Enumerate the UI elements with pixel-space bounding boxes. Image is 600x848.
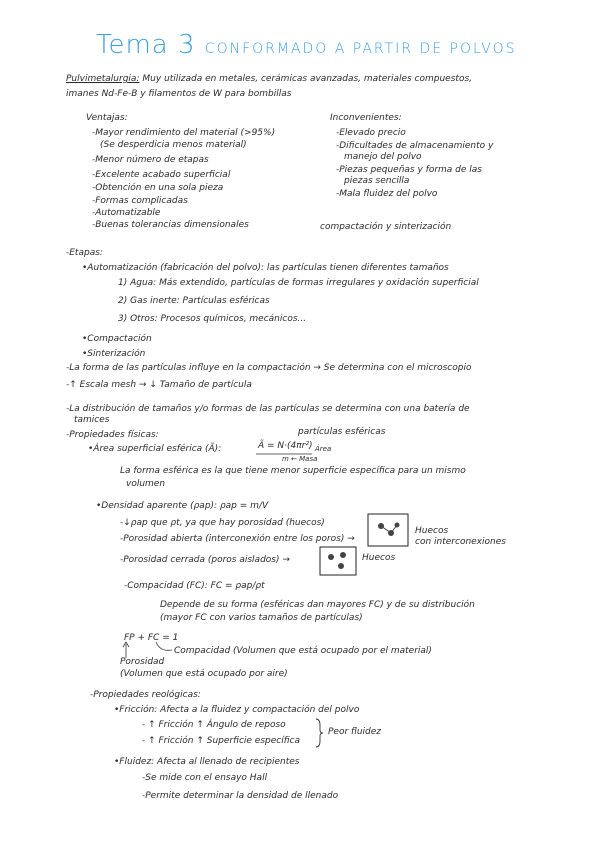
porosidad-note: (Volumen que está ocupado por aire) — [120, 669, 288, 679]
inconvenientes-heading: Inconvenientes: — [330, 113, 402, 123]
friccion-item: - ↑ Fricción ↑ Ángulo de reposo — [142, 720, 286, 730]
etapa-sub-item: 1) Agua: Más extendido, partículas de formas irregulares y oxidación superficial — [118, 278, 479, 288]
ventaja-item: -Automatizable — [92, 208, 161, 218]
densidad-item: -Porosidad abierta (interconexión entre los poros) → — [120, 534, 355, 544]
inconveniente-item: piezas sencilla — [344, 176, 410, 186]
area-note-masa: m ← Masa — [282, 455, 318, 463]
inconveniente-item: -Elevado precio — [336, 128, 406, 138]
ventaja-item: -Formas complicadas — [92, 196, 188, 206]
friccion-item: - ↑ Fricción ↑ Superficie específica — [142, 736, 300, 746]
huecos-inter-label-2: con interconexiones — [415, 537, 506, 547]
compacidad-text-2: (mayor FC con varios tamaños de partículas) — [160, 613, 363, 623]
etapa-automatizacion: •Automatización (fabricación del polvo): las partículas tienen diferentes tamaños — [82, 263, 449, 273]
etapa-sub-item: 3) Otros: Procesos químicos, mecánicos... — [118, 314, 307, 324]
fluidez-item: -Se mide con el ensayo Hall — [142, 773, 268, 783]
huecos-inter-label: Huecos — [415, 526, 449, 536]
etapas-heading: -Etapas: — [66, 248, 103, 258]
note-mesh: -↑ Escala mesh → ↓ Tamaño de partícula — [66, 380, 252, 390]
area-text-1: La forma esférica es la que tiene menor superficie específica para un mismo — [120, 466, 466, 476]
intro-text-1: Muy utilizada en metales, cerámicas avanzadas, materiales compuestos, — [142, 74, 472, 84]
ventajas-heading: Ventajas: — [86, 113, 128, 123]
note-distribucion-1: -La distribución de tamaños y/o formas de las partículas se determina con una batería de — [66, 404, 470, 414]
porosidad-label: Porosidad — [120, 657, 165, 667]
inconveniente-item: -Piezas pequeñas y forma de las — [336, 165, 482, 175]
area-label: •Área superficial esférica (Ã): — [88, 444, 222, 454]
compacidad-label: -Compacidad (FC): FC = ρap/ρt — [124, 581, 265, 591]
compacidad-text-1: Depende de su forma (esféricas dan mayores FC) y de su distribución — [160, 600, 475, 610]
area-note-top: partículas esféricas — [298, 427, 386, 437]
intro-line-1 — [66, 74, 472, 85]
title-sub: CONFORMADO A PARTIR DE POLVOS — [204, 41, 517, 57]
intro-text-2: imanes Nd-Fe-B y filamentos de W para bombillas — [66, 89, 292, 99]
huecos-label: Huecos — [362, 553, 396, 563]
etapa-compactacion: •Compactación — [82, 334, 152, 344]
area-formula: Ã = N·(4πr²) — [258, 441, 313, 451]
ventaja-item: -Excelente acabado superficial — [92, 170, 231, 180]
fluidez-item: -Permite determinar la densidad de llenado — [142, 791, 339, 801]
ventaja-item: (Se desperdicia menos material) — [100, 140, 247, 150]
page-title — [96, 30, 517, 64]
closed-porosity-sketch — [319, 546, 357, 576]
ventaja-item: -Obtención en una sola pieza — [92, 183, 224, 193]
inconveniente-item: manejo del polvo — [344, 152, 422, 162]
etapa-sub-item: 2) Gas inerte: Partículas esféricas — [118, 296, 270, 306]
fluidez-label: •Fluidez: Afecta al llenado de recipientes — [114, 757, 300, 767]
fp-fc-formula: FP + FC = 1 — [124, 633, 179, 643]
brace — [314, 718, 324, 748]
note-distribucion-2: tamices — [74, 415, 110, 425]
friccion-label: •Fricción: Afecta a la fluidez y compactación del polvo — [114, 705, 360, 715]
densidad-item: -Porosidad cerrada (poros aislados) → — [120, 555, 290, 565]
intro-term: Pulvimetalurgia: — [66, 74, 140, 84]
inconveniente-item: -Mala fluidez del polvo — [336, 189, 438, 199]
reologicas-heading: -Propiedades reológicas: — [90, 690, 201, 700]
densidad-item: -↓ρap que ρt, ya que hay porosidad (huecos) — [120, 518, 325, 528]
densidad-label: •Densidad aparente (ρap): ρap = m/V — [96, 501, 269, 511]
area-text-2: volumen — [126, 479, 166, 489]
ventaja-item: -Mayor rendimiento del material (>95%) — [92, 128, 276, 138]
inconveniente-item: -Dificultades de almacenamiento y — [336, 141, 494, 151]
ventaja-item: -Buenas tolerancias dimensionales — [92, 220, 249, 230]
inconvenientes-note: compactación y sinterización — [320, 222, 452, 232]
peor-fluidez: Peor fluidez — [328, 727, 382, 737]
etapa-sinterizacion: •Sinterización — [82, 349, 146, 359]
compacidad-note: Compacidad (Volumen que está ocupado por el material) — [174, 646, 432, 656]
note-forma: -La forma de las partículas influye en la compactación → Se determina con el microscopio — [66, 363, 472, 373]
title-main: Tema 3 — [96, 30, 196, 60]
ventaja-item: -Menor número de etapas — [92, 155, 209, 165]
fisicas-heading: -Propiedades físicas: — [66, 430, 159, 440]
open-porosity-sketch — [367, 513, 409, 547]
area-note-area: Área — [315, 445, 332, 453]
